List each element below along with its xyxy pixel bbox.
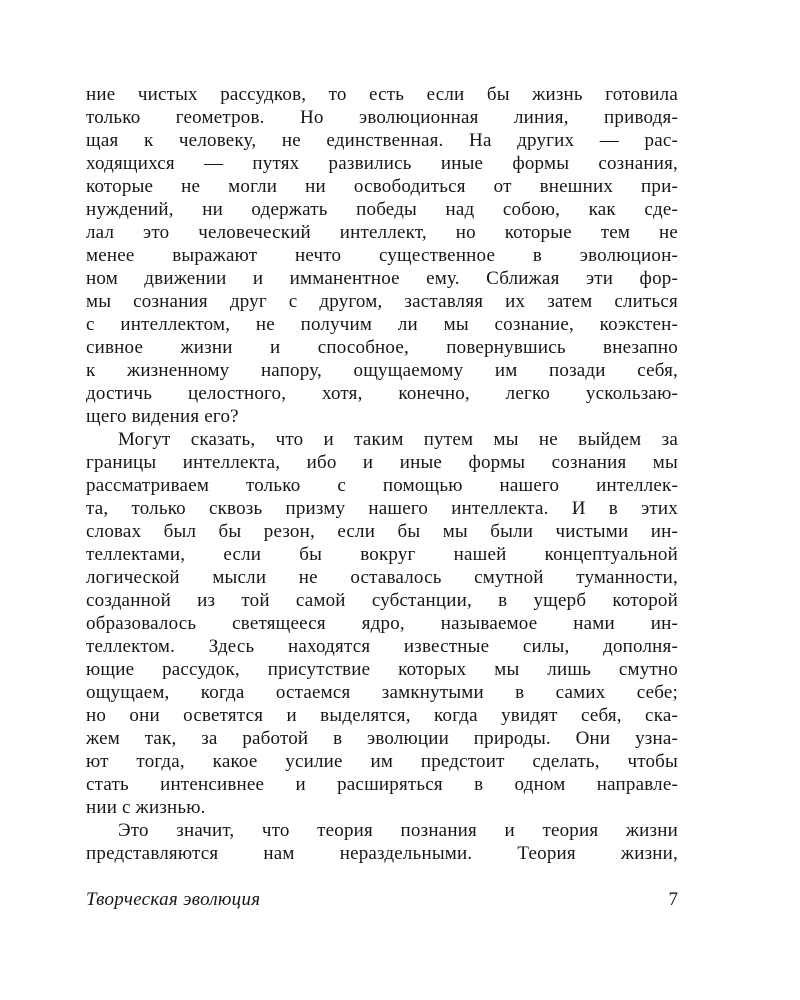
running-title: Творческая эволюция [86, 889, 261, 910]
paragraph [86, 83, 678, 428]
text-line: логической мысли не оставалось смутной туманности, [86, 567, 678, 588]
body-text [86, 83, 678, 865]
text-line: ют тогда, какое усилие им предстоит сделать, чтобы [86, 751, 678, 772]
paragraph [86, 428, 678, 819]
text-line: словах был бы резон, если бы мы были чистыми ин- [86, 521, 678, 542]
text-line: лал это человеческий интеллект, но которые тем не [86, 222, 678, 243]
text-line: мы сознания друг с другом, заставляя их затем слиться [86, 291, 678, 312]
text-line: теллектами, если бы вокруг нашей концептуальной [86, 544, 678, 565]
text-line: только геометров. Но эволюционная линия, приводя- [86, 107, 678, 128]
text-line: но они осветятся и выделятся, когда увидят себя, ска- [86, 705, 678, 726]
text-line: Могут сказать, что и таким путем мы не выйдем за [118, 429, 678, 450]
text-line: границы интеллекта, ибо и иные формы сознания мы [86, 452, 678, 473]
text-line: созданной из той самой субстанции, в ущерб которой [86, 590, 678, 611]
page-number: 7 [668, 889, 678, 910]
text-line: представляются нам нераздельными. Теория жизни, [86, 843, 678, 864]
text-line: теллектом. Здесь находятся известные силы, дополня- [86, 636, 678, 657]
text-line: которые не могли ни освободиться от внешних при- [86, 176, 678, 197]
text-line: образовалось светящееся ядро, называемое нами ин- [86, 613, 678, 634]
text-line: достичь целостного, хотя, конечно, легко ускользаю- [86, 383, 678, 404]
text-line: стать интенсивнее и расширяться в одном направле- [86, 774, 678, 795]
text-line: та, только сквозь призму нашего интеллекта. И в этих [86, 498, 678, 519]
text-line: ходящихся — путях развились иные формы сознания, [86, 153, 678, 174]
text-line: щая к человеку, не единственная. На других — рас- [86, 130, 678, 151]
text-line: нуждений, ни одержать победы над собою, как сде- [86, 199, 678, 220]
text-line: к жизненному напору, ощущаемому им позади себя, [86, 360, 678, 381]
text-line: ющие рассудок, присутствие которых мы лишь смутно [86, 659, 678, 680]
text-line: сивное жизни и способное, повернувшись внезапно [86, 337, 678, 358]
text-line: щего видения его? [86, 406, 239, 427]
text-line: Это значит, что теория познания и теория жизни [118, 820, 678, 841]
text-line: ном движении и имманентное ему. Сближая эти фор- [86, 268, 678, 289]
text-line: рассматриваем только с помощью нашего интеллек- [86, 475, 678, 496]
text-line: менее выражают нечто существенное в эволюцион- [86, 245, 678, 266]
page-footer [86, 888, 678, 911]
text-line: жем так, за работой в эволюции природы. Они узна- [86, 728, 678, 749]
text-line: нии с жизнью. [86, 797, 206, 818]
paragraph [86, 819, 678, 865]
text-line: ощущаем, когда остаемся замкнутыми в самих себе; [86, 682, 678, 703]
text-line: с интеллектом, не получим ли мы сознание, коэкстен- [86, 314, 678, 335]
text-line: ние чистых рассудков, то есть если бы жизнь готовила [86, 84, 678, 105]
